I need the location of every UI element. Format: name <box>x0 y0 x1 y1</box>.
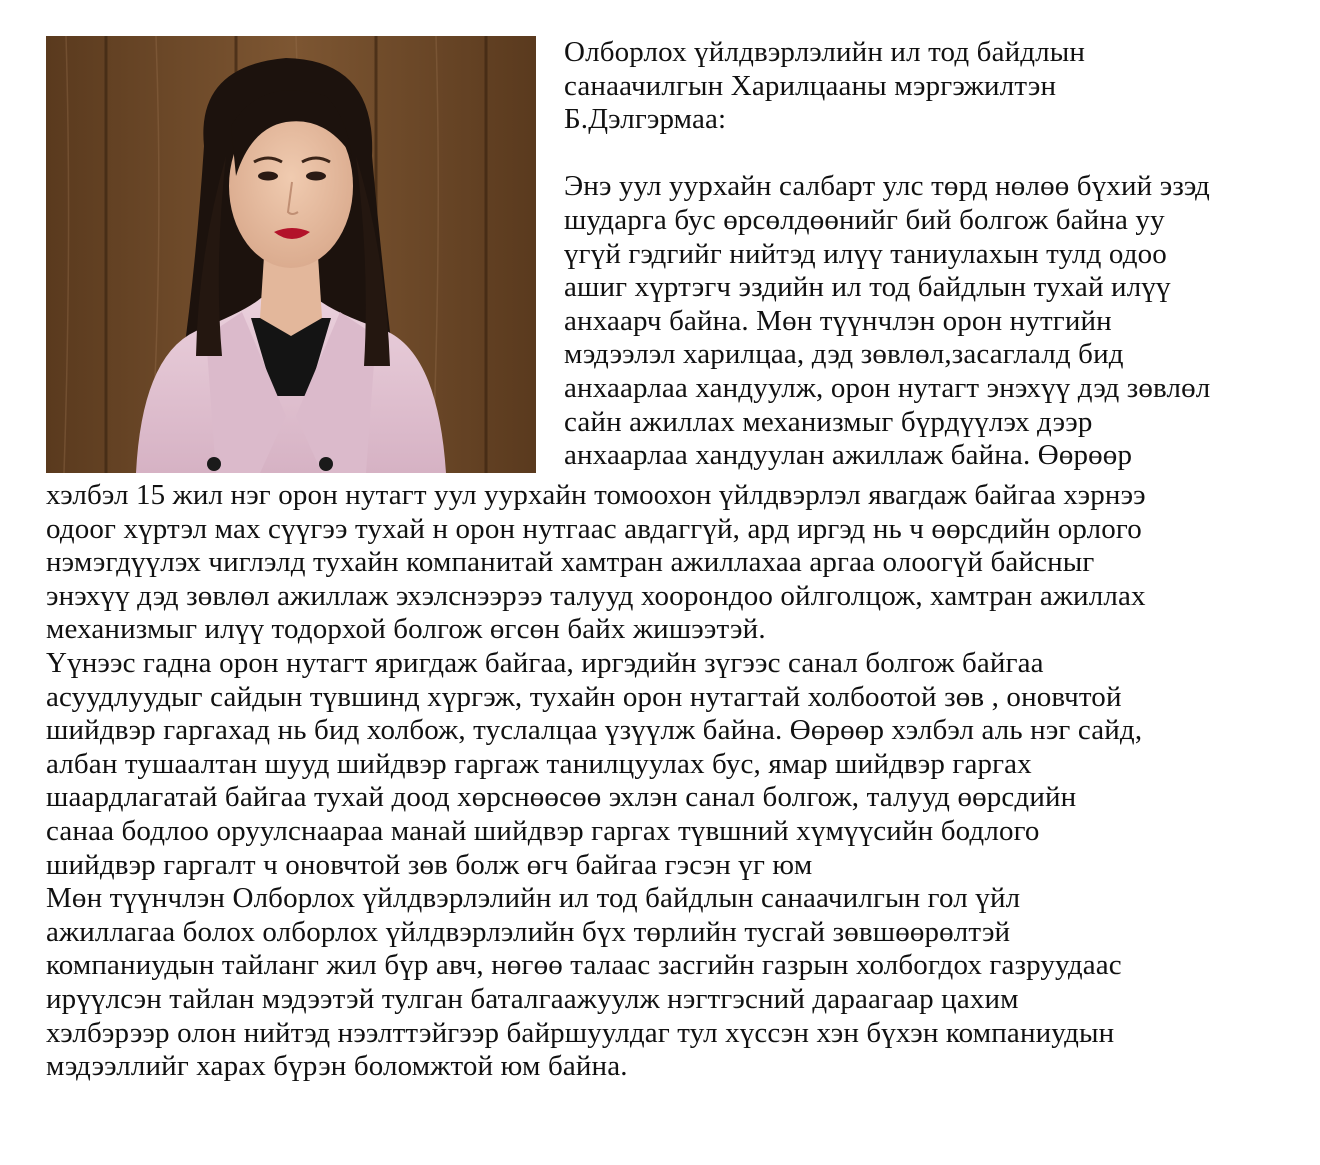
text-line: хэлбэрээр олон нийтэд нээлттэйгээр байршуулдаг тул хүссэн хэн бүхэн компаниудын <box>46 1016 1115 1049</box>
text-line: энэхүү дэд зөвлөл ажиллаж эхэлснээрээ талууд хоорондоо ойлголцож, хамтран ажиллах <box>46 579 1146 612</box>
text-line: анхаарлаа хандуулан ажиллаж байна. Өөрөөр <box>564 439 1133 472</box>
text-line: шударга бус өрсөлдөөнийг бий болгож байна уу <box>564 203 1165 236</box>
text-line: хэлбэл 15 жил нэг орон нутагт уул уурхайн томоохон үйлдвэрлэл явагдаж байгаа хэрнээ <box>46 479 1146 511</box>
text-line: анхаарч байна. Мөн түүнчлэн орон нутгийн <box>564 304 1112 337</box>
body-paragraph-3 <box>46 882 1296 1084</box>
text-line: Энэ уул уурхайн салбарт улс төрд нөлөө бүхий эзэд <box>564 170 1210 203</box>
text-line: сайн ажиллах механизмыг бүрдүүлэх дээр <box>564 405 1093 438</box>
text-line: шийдвэр гаргалт ч оновчтой зөв болж өгч байгаа гэсэн үг юм <box>46 848 813 881</box>
text-line: үгүй гэдгийг нийтэд илүү таниулахын тулд одоо <box>564 237 1167 270</box>
text-line: Үүнээс гадна орон нутагт яригдаж байгаа, иргэдийн зүгээс санал болгож байгаа <box>46 646 1044 679</box>
text-line: компаниудын тайланг жил бүр авч, нөгөө талаас засгийн газрын холбогдох газруудаас <box>46 949 1122 982</box>
body-paragraph-1 <box>46 479 1296 647</box>
article <box>46 36 1296 1084</box>
text-line: шийдвэр гаргахад нь бид холбож, туслалцаа үзүүлж байна. Өөрөөр хэлбэл аль нэг сайд, <box>46 714 1143 747</box>
text-line: мэдээллийг харах бүрэн боломжтой юм байна. <box>46 1050 628 1083</box>
text-line: анхаарлаа хандуулж, орон нутагт энэхүү дэд зөвлөл <box>564 371 1211 404</box>
text-line: одоог хүртэл мах сүүгээ тухай н орон нутгаас авдаггүй, ард иргэд нь ч өөрсдийн орлого <box>46 512 1142 545</box>
header-line: санаачилгын Харилцааны мэргэжилтэн <box>564 69 1057 102</box>
text-line: ажиллагаа болох олборлох үйлдвэрлэлийн бүх төрлийн тусгай зөвшөөрөлтэй <box>46 915 1011 948</box>
text-line: ашиг хүртэгч эздийн ил тод байдлын тухай илүү <box>564 271 1171 304</box>
text-line: албан тушаалтан шууд шийдвэр гаргаж танилцуулах бус, ямар шийдвэр гаргах <box>46 747 1032 780</box>
header-line: Олборлох үйлдвэрлэлийн ил тод байдлын <box>564 36 1086 68</box>
text-line: асуудлуудыг сайдын түвшинд хүргэж, тухайн орон нутагтай холбоотой зөв , оновчтой <box>46 680 1122 713</box>
text-line: шаардлагатай байгаа тухай доод хөрснөөсөө эхлэн санал болгож, талууд өөрсдийн <box>46 781 1077 814</box>
text-line: механизмыг илүү тодорхой болгож өгсөн байх жишээтэй. <box>46 613 766 646</box>
header-line: Б.Дэлгэрмаа: <box>564 103 727 136</box>
text-line: Мөн түүнчлэн Олборлох үйлдвэрлэлийн ил тод байдлын санаачилгын гол үйл <box>46 882 1021 915</box>
text-line: санаа бодлоо оруулснаараа манай шийдвэр гаргах түвшний хүмүүсийн бодлого <box>46 814 1040 847</box>
text-line: мэдээлэл харилцаа, дэд зөвлөл,засаглалд бид <box>564 338 1124 371</box>
portrait-illustration <box>46 36 536 473</box>
body-paragraph-2 <box>46 647 1296 882</box>
text-line: нэмэгдүүлэх чиглэлд тухайн компанитай хамтран ажиллахаа аргаа олоогүй байсныг <box>46 546 1095 579</box>
text-line: ирүүлсэн тайлан мэдээтэй тулган баталгаажуулж нэгтгэсний дараагаар цахим <box>46 982 1019 1015</box>
left-eye <box>258 172 278 181</box>
right-eye <box>306 172 326 181</box>
portrait-photo <box>46 36 536 473</box>
